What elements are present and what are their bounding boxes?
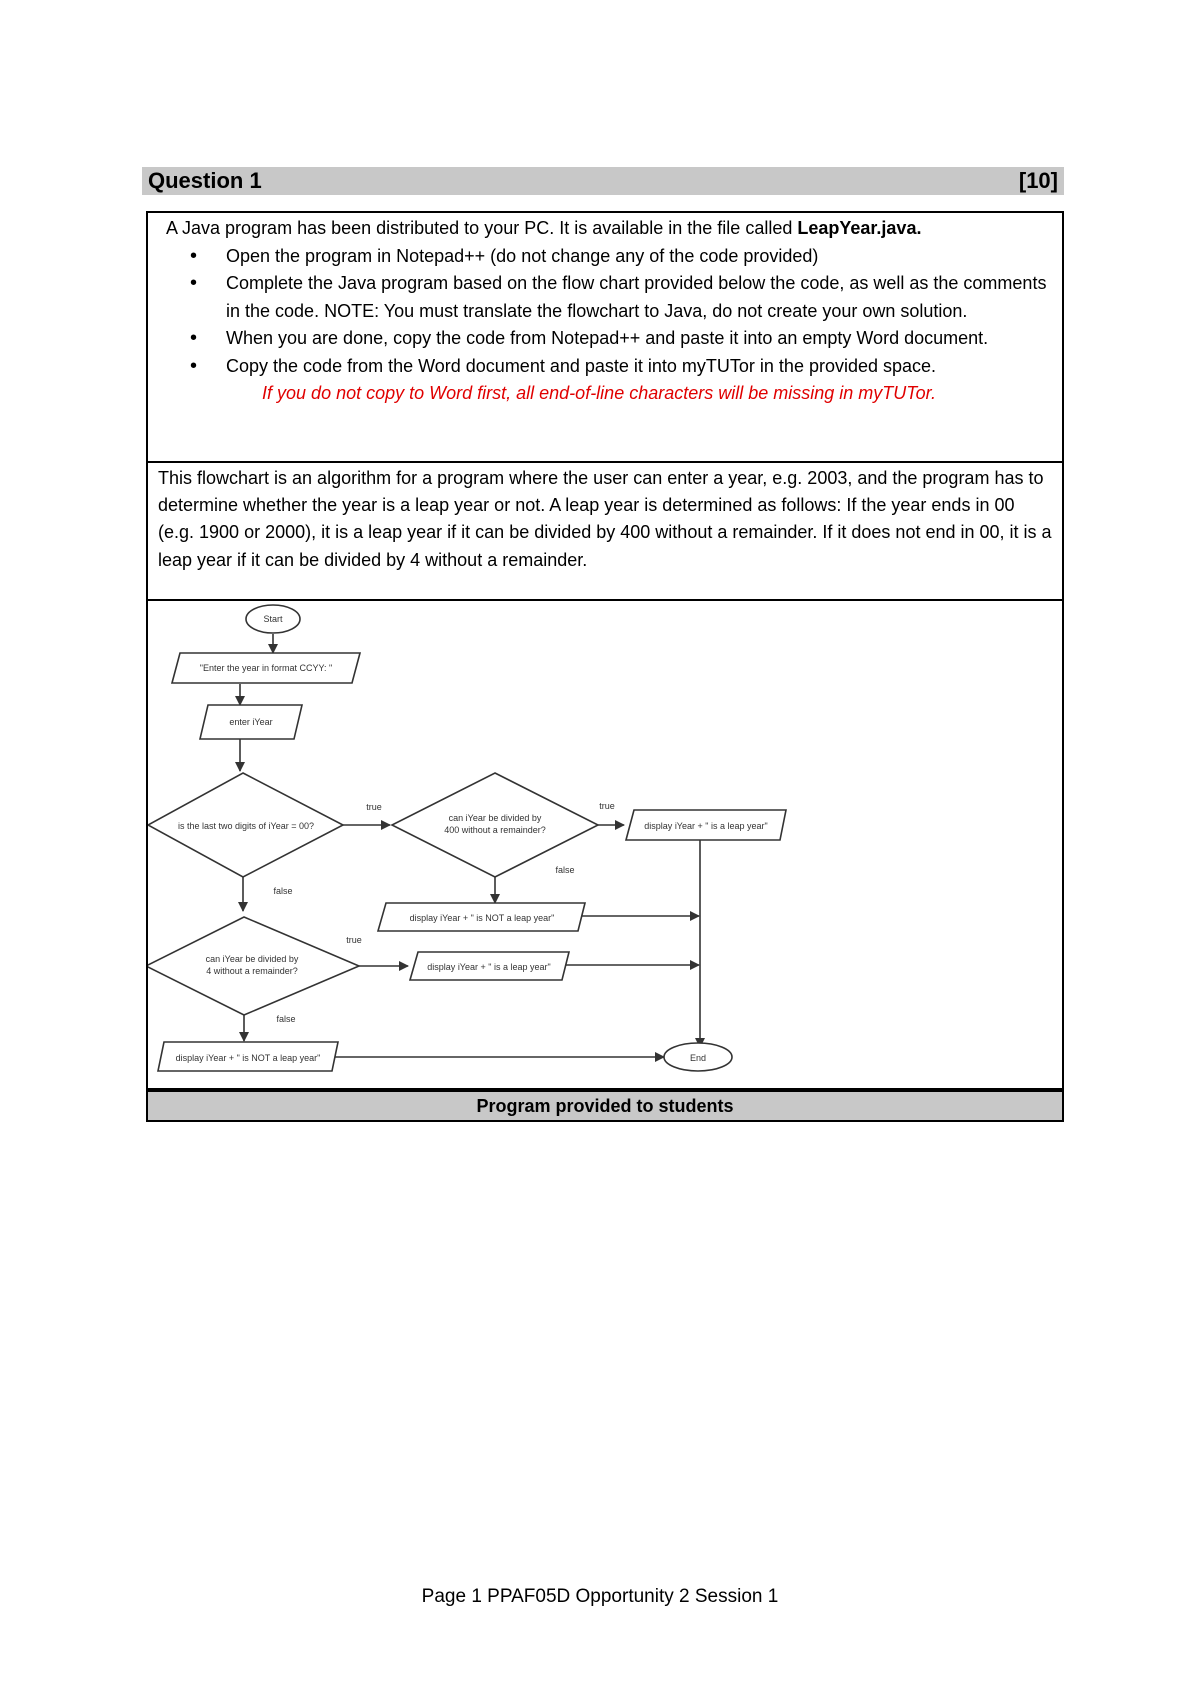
false-label: false [276, 1014, 296, 1024]
true-label: true [366, 802, 382, 812]
prompt-label: "Enter the year in format CCYY: " [199, 663, 333, 673]
question-marks: [10] [1018, 168, 1058, 193]
program-provided-bar [146, 1090, 1064, 1122]
input-label: enter iYear [229, 717, 273, 727]
description-text: This flowchart is an algorithm for a program where the user can enter a year, e.g. 2003, and the program has to determine whether the year is a leap year or not. A leap year is determined as follows: If the year ends in 00 (e.g. 1900 or 2000), it is a leap year if it can be divided by 400 without a remainder. If it does not end in 00, it is a leap year if it can be divided by 4 without a remainder. [158, 468, 1052, 570]
warning-note: If you do not copy to Word first, all end-of-line characters will be missing in myTUTor. [262, 383, 936, 403]
true-label: true [599, 801, 615, 811]
out-leap-1-label: display iYear + " is a leap year" [644, 821, 768, 831]
decision2-label-1: can iYear be divided by [448, 813, 542, 823]
question-header [142, 167, 1064, 195]
instruction-item: • Complete the Java program based on the flow chart provided below the code, as well as the comments in the code. NOTE: You must translate the flowchart to Java, do not create your own solution. [226, 270, 1062, 325]
instructions-box [146, 211, 1064, 463]
decision1-label: is the last two digits of iYear = 00? [178, 821, 314, 831]
question-title: Question 1 [148, 168, 262, 193]
program-provided-label: Program provided to students [476, 1096, 734, 1116]
instruction-item: • Open the program in Notepad++ (do not change any of the code provided) [226, 243, 1062, 271]
instruction-item: • When you are done, copy the code from Notepad++ and paste it into an empty Word document. [226, 325, 1062, 353]
decision3-label-2: 4 without a remainder? [206, 966, 298, 976]
description-box [146, 461, 1064, 601]
out-not-2-label: display iYear + " is NOT a leap year" [175, 1053, 321, 1063]
start-label: Start [263, 614, 283, 624]
instructions-list [166, 243, 1062, 381]
true-label: true [346, 935, 362, 945]
end-label: End [689, 1053, 707, 1063]
instructions-intro [166, 215, 1062, 243]
decision2-label-2: 400 without a remainder? [444, 825, 546, 835]
page-footer: Page 1 PPAF05D Opportunity 2 Session 1 [421, 1586, 779, 1607]
false-label: false [555, 865, 575, 875]
decision3-label-1: can iYear be divided by [205, 954, 299, 964]
flowchart-box [146, 599, 1064, 1090]
flowchart [148, 601, 1062, 1088]
false-label: false [273, 886, 293, 896]
out-leap-2-label: display iYear + " is a leap year" [427, 962, 551, 972]
out-not-1-label: display iYear + " is NOT a leap year" [409, 913, 555, 923]
intro-filename: LeapYear.java. [797, 218, 922, 238]
instruction-item: • Copy the code from the Word document and paste it into myTUTor in the provided space. [226, 353, 1062, 381]
intro-text: A Java program has been distributed to your PC. It is available in the file called [166, 218, 798, 238]
